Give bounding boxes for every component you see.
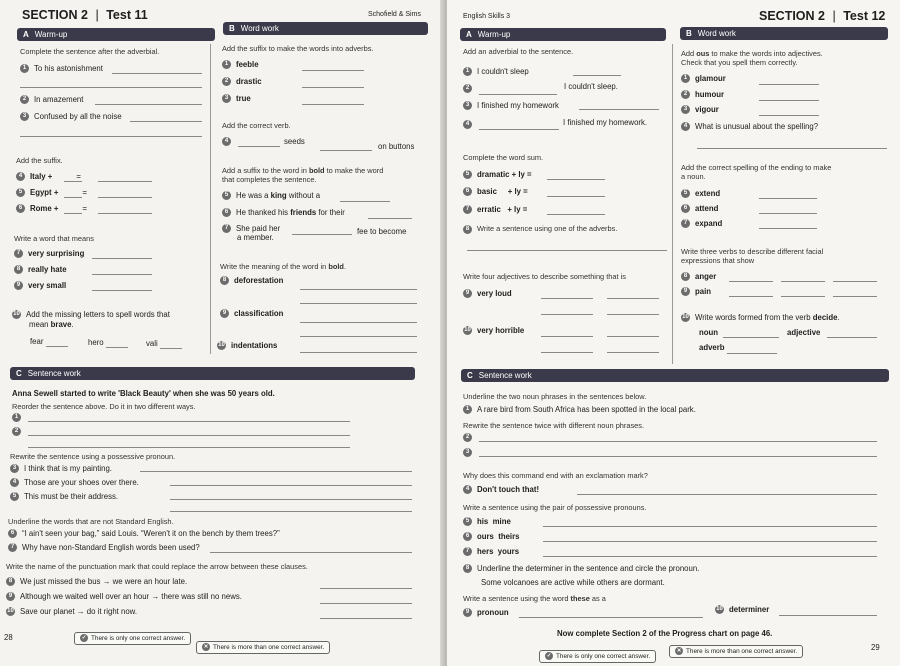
question: 3 I think that is my painting.	[10, 464, 112, 473]
progress-note: Now complete Section 2 of the Progress chart on page 46.	[557, 629, 773, 638]
lead-sentence: Anna Sewell started to write 'Black Beauty' when she was 50 years old.	[12, 389, 275, 398]
legend-more-answers: ✕ There is more than one correct answer.	[196, 641, 330, 654]
question: 6 ours theirs	[463, 532, 519, 541]
question: 2	[463, 84, 477, 93]
question: 7 expand	[681, 219, 722, 228]
instruction: Add an adverbial to the sentence.	[463, 47, 574, 56]
sentence-bar: C Sentence work	[461, 369, 889, 382]
question: 5 Egypt + =	[16, 188, 87, 197]
question: 6 Rome + =	[16, 204, 87, 213]
legend-one-answer: ✓ There is only one correct answer.	[539, 650, 656, 663]
instruction: Write a word that means	[14, 234, 94, 243]
instruction: Why does this command end with an exclamation mark?	[463, 471, 648, 480]
sentence: Some volcanoes are active while others are dormant.	[481, 578, 665, 587]
question: 2 In amazement	[20, 95, 83, 104]
word-class: adjective	[787, 328, 821, 337]
question: 7 erratic + ly =	[463, 205, 527, 214]
instruction: Write three verbs to describe different facial expressions that show	[681, 247, 824, 265]
legend-more-answers: ✕ There is more than one correct answer.	[669, 645, 803, 658]
question: 8 Underline the determiner in the sentence and circle the pronoun.	[463, 564, 699, 573]
question: 9 classification	[220, 309, 283, 318]
instruction: Rewrite the sentence using a possessive pronoun.	[10, 452, 176, 461]
question: 5 extend	[681, 189, 720, 198]
left-page	[0, 0, 445, 666]
question: 8 anger	[681, 272, 716, 281]
page-number: 28	[4, 633, 13, 642]
question: 9 pronoun	[463, 608, 509, 617]
question: 10 indentations	[218, 341, 278, 350]
instruction: Add a suffix to the word in bold to make the word that completes the sentence.	[222, 166, 384, 184]
question: 4	[463, 120, 477, 129]
instruction: Add the suffix.	[16, 156, 63, 165]
question: 6 He thanked his friends for their	[222, 208, 345, 217]
answer-line: 2	[12, 427, 26, 436]
sentence-end: I finished my homework.	[563, 118, 648, 127]
question: 3 vigour	[681, 105, 719, 114]
word: seeds	[284, 137, 305, 146]
question: 5 his mine	[463, 517, 511, 526]
instruction: Add the correct verb.	[222, 121, 291, 130]
question: 1 A rare bird from South Africa has been spotted in the local park.	[463, 405, 696, 414]
instruction: Write four adjectives to describe something that is	[463, 272, 626, 281]
section-heading: SECTION 2 | Test 12	[759, 9, 886, 23]
question: 2 drastic	[222, 77, 262, 86]
question: 7 very surprising	[14, 249, 84, 258]
question: 10 very horrible	[464, 326, 525, 335]
question: 9 Although we waited well over an hour → there was still no news.	[6, 592, 242, 601]
instruction: Underline the two noun phrases in the sentences below.	[463, 392, 647, 401]
question: 10 determiner	[716, 605, 770, 614]
instruction: Write the name of the punctuation mark that could replace the arrow between these clauses.	[6, 562, 308, 571]
wordwork-bar: B Word work	[680, 27, 888, 40]
question: 10 Add the missing letters to spell words that mean brave.	[13, 310, 170, 329]
question: 2 humour	[681, 90, 724, 99]
warmup-bar: A Warm-up	[460, 28, 666, 41]
question: 4 Italy + =	[16, 172, 81, 181]
question: 3 Confused by all the noise	[20, 112, 122, 121]
question: 5 He was a king without a	[222, 191, 320, 200]
instruction: Rewrite the sentence twice with different noun phrases.	[463, 421, 645, 430]
question: 5 This must be their address.	[10, 492, 118, 501]
question: 6 basic + ly =	[463, 187, 528, 196]
right-page	[447, 0, 900, 666]
instruction: Complete the sentence after the adverbial.	[20, 47, 160, 56]
book-title: English Skills 3	[463, 13, 511, 20]
question: 9 pain	[681, 287, 711, 296]
sentence-bar: C Sentence work	[10, 367, 415, 380]
question: 1 glamour	[681, 74, 726, 83]
question: 9 very loud	[463, 289, 512, 298]
question: 8 We just missed the bus → we were an hour late.	[6, 577, 187, 586]
question: 3 true	[222, 94, 251, 103]
question: 7 hers yours	[463, 547, 519, 556]
question: 8 really hate	[14, 265, 67, 274]
question: 7 Why have non-Standard English words been used?	[8, 543, 200, 552]
question: 4	[222, 137, 236, 146]
instruction: Add ous to make the words into adjectives. Check that you spell them correctly.	[681, 49, 823, 67]
question: 10 Write words formed from the verb decide.	[682, 313, 840, 322]
word: on buttons	[378, 142, 415, 151]
question: 1 To his astonishment	[20, 64, 103, 73]
question: 8 deforestation	[220, 276, 283, 285]
publisher: Schofield & Sims	[368, 11, 421, 18]
instruction: Add the suffix to make the words into adverbs.	[222, 44, 374, 53]
answer-line: 1	[12, 413, 26, 422]
answer-line: 2	[463, 433, 477, 442]
question: 9 very small	[14, 281, 66, 290]
question: 7 She paid her a member.	[222, 224, 280, 242]
question: 4 What is unusual about the spelling?	[681, 122, 818, 131]
instruction: Reorder the sentence above. Do it in two different ways.	[12, 402, 196, 411]
spelling-word: fear	[30, 337, 44, 346]
wordwork-bar: B Word work	[223, 22, 428, 35]
instruction: Add the correct spelling of the ending to make a noun.	[681, 163, 832, 181]
question: 10 Save our planet → do it right now.	[7, 607, 138, 616]
question: 1 I couldn't sleep	[463, 67, 529, 76]
question: 4 Those are your shoes over there.	[10, 478, 139, 487]
word-class: adverb	[699, 343, 725, 352]
word: fee to become	[357, 227, 407, 236]
question: 6 attend	[681, 204, 718, 213]
answer-line: 3	[463, 448, 477, 457]
instruction: Write a sentence using the pair of possessive pronouns.	[463, 503, 647, 512]
instruction: Complete the word sum.	[463, 153, 544, 162]
question: 4 Don't touch that!	[463, 485, 539, 494]
instruction: Underline the words that are not Standard English.	[8, 517, 174, 526]
question: 3 I finished my homework	[463, 101, 559, 110]
instruction: Write a sentence using the word these as a	[463, 594, 606, 603]
section-heading: SECTION 2 | Test 11	[22, 8, 148, 22]
spelling-word: vali	[146, 339, 158, 348]
spelling-word: hero	[88, 338, 104, 347]
legend-one-answer: ✓ There is only one correct answer.	[74, 632, 191, 645]
question: 5 dramatic + ly =	[463, 170, 532, 179]
word-class: noun	[699, 328, 719, 337]
instruction: Write the meaning of the word in bold.	[220, 262, 346, 271]
page-number: 29	[871, 643, 880, 652]
warmup-bar: A Warm-up	[17, 28, 215, 41]
question: 8 Write a sentence using one of the adverbs.	[463, 224, 617, 234]
question: 1 feeble	[222, 60, 259, 69]
question: 6 “I ain't seen your bag,” said Louis. “Weren't it on the bench by them trees?”	[8, 529, 280, 538]
sentence-end: I couldn't sleep.	[564, 82, 618, 91]
